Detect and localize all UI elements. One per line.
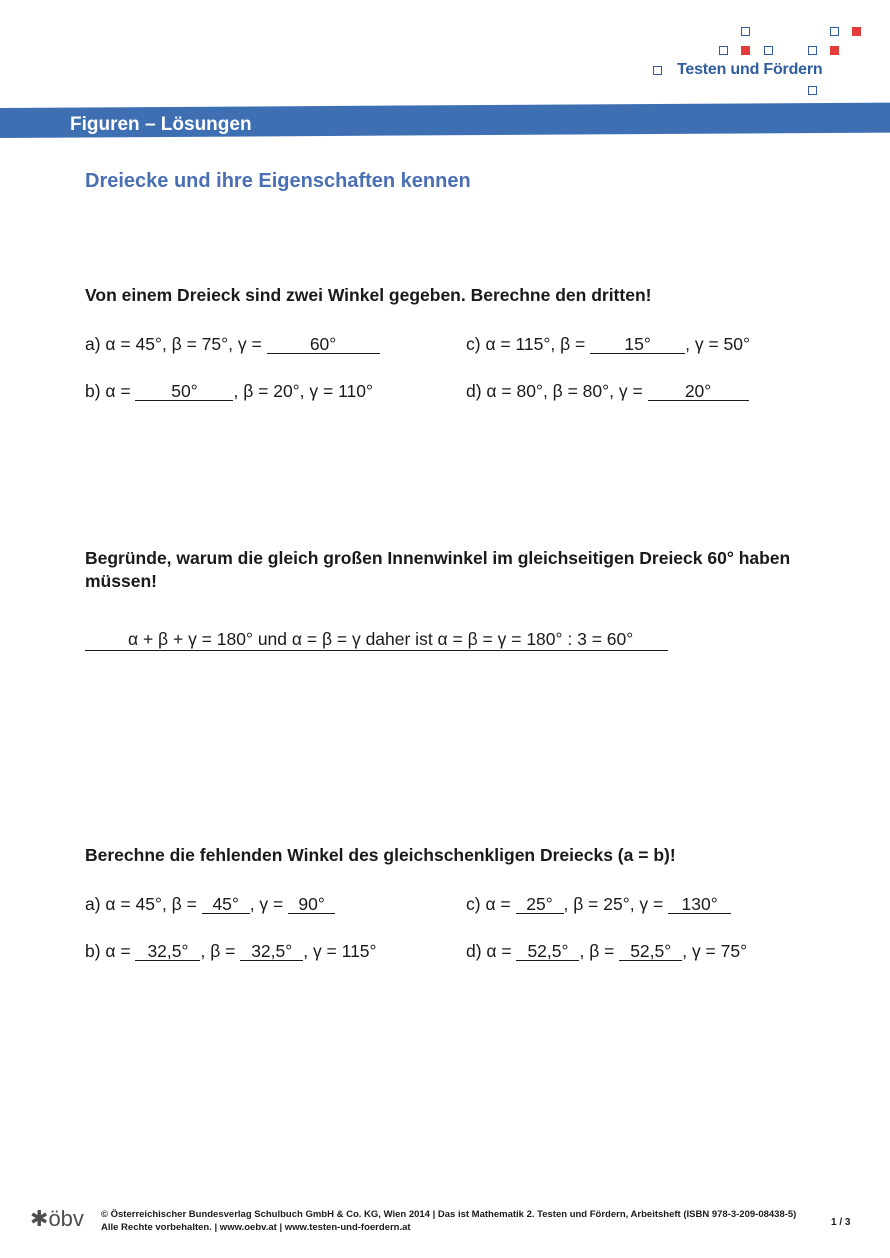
logo-square [741, 27, 750, 36]
task1-c-prefix: c) α = 115°, β = [466, 334, 591, 354]
task3-c-answer1: 25° [516, 895, 564, 914]
task1-b-suffix: , β = 20°, γ = 110° [233, 381, 373, 401]
task3-c-answer2: 130° [668, 895, 731, 914]
task1-a-prefix: a) α = 45°, β = 75°, γ = [85, 334, 267, 354]
task3-question: Berechne die fehlenden Winkel des gleichschenkligen Dreiecks (a = b)! [85, 845, 676, 865]
task1-b-answer: 50° [135, 382, 233, 401]
task3-c-text: c) α = [466, 894, 516, 914]
section-subtitle: Dreiecke und ihre Eigenschaften kennen [85, 170, 471, 192]
task3-d-text: , γ = 75° [682, 941, 748, 961]
page-number: 1 / 3 [831, 1217, 851, 1228]
task3-item-c [466, 894, 731, 915]
task3-b-text: , γ = 115° [303, 941, 377, 961]
task3-a-text: , γ = [249, 894, 289, 914]
logo-text: Testen und Fördern [677, 61, 823, 78]
logo-square [852, 27, 861, 36]
task1-item-d [466, 381, 749, 402]
publisher-logo-text: öbv [48, 1206, 84, 1231]
logo-square [830, 27, 839, 36]
task3-c-text: , β = 25°, γ = [563, 894, 669, 914]
task3-item-a [85, 894, 335, 915]
task3-a-answer2: 90° [288, 895, 335, 914]
footer-line-2: Alle Rechte vorbehalten. | www.oebv.at | www.testen-und-foerdern.at [101, 1222, 411, 1233]
task3-item-d [466, 941, 747, 962]
task1-c-answer: 15° [590, 335, 685, 354]
task3-d-text: , β = [579, 941, 620, 961]
task3-d-text: d) α = [466, 941, 517, 961]
page-title: Figuren – Lösungen [70, 114, 252, 135]
task3-b-text: b) α = [85, 941, 136, 961]
task1-b-prefix: b) α = [85, 381, 136, 401]
logo-square [808, 46, 817, 55]
footer-copyright [101, 1208, 796, 1234]
logo-square [808, 86, 817, 95]
task3-b-answer1: 32,5° [135, 942, 200, 961]
task3-b-answer2: 32,5° [240, 942, 303, 961]
task3-a-answer1: 45° [202, 895, 250, 914]
task1-question: Von einem Dreieck sind zwei Winkel gegeben. Berechne den dritten! [85, 285, 652, 305]
task1-item-a [85, 334, 380, 355]
task2-question: Begründe, warum die gleich großen Innenwinkel im gleichseitigen Dreieck 60° haben müssen! [85, 548, 791, 591]
logo-square [741, 46, 750, 55]
task1-d-prefix: d) α = 80°, β = 80°, γ = [466, 381, 648, 401]
task1-a-answer: 60° [267, 335, 380, 354]
task3-d-answer2: 52,5° [619, 942, 682, 961]
task2-answer: α + β + γ = 180° und α = β = γ daher ist α = β = γ = 180° : 3 = 60° [85, 628, 668, 651]
task1-d-answer: 20° [648, 382, 749, 401]
task3-item-b [85, 941, 377, 962]
task1-item-c [466, 334, 750, 355]
logo-square [764, 46, 773, 55]
task3-b-text: , β = [200, 941, 241, 961]
logo-square [830, 46, 839, 55]
logo-square [653, 66, 662, 75]
publisher-logo [30, 1206, 84, 1232]
task3-a-text: a) α = 45°, β = [85, 894, 202, 914]
logo-square [719, 46, 728, 55]
task3-d-answer1: 52,5° [516, 942, 579, 961]
star-icon: ✱ [30, 1206, 49, 1231]
footer-line-1: © Österreichischer Bundesverlag Schulbuch GmbH & Co. KG, Wien 2014 | Das ist Mathematik 2. Testen und Fördern, Arbeitsheft (ISBN 978-3-209-08438-5) [101, 1209, 797, 1220]
task1-c-suffix: , γ = 50° [685, 334, 751, 354]
task1-item-b [85, 381, 373, 402]
